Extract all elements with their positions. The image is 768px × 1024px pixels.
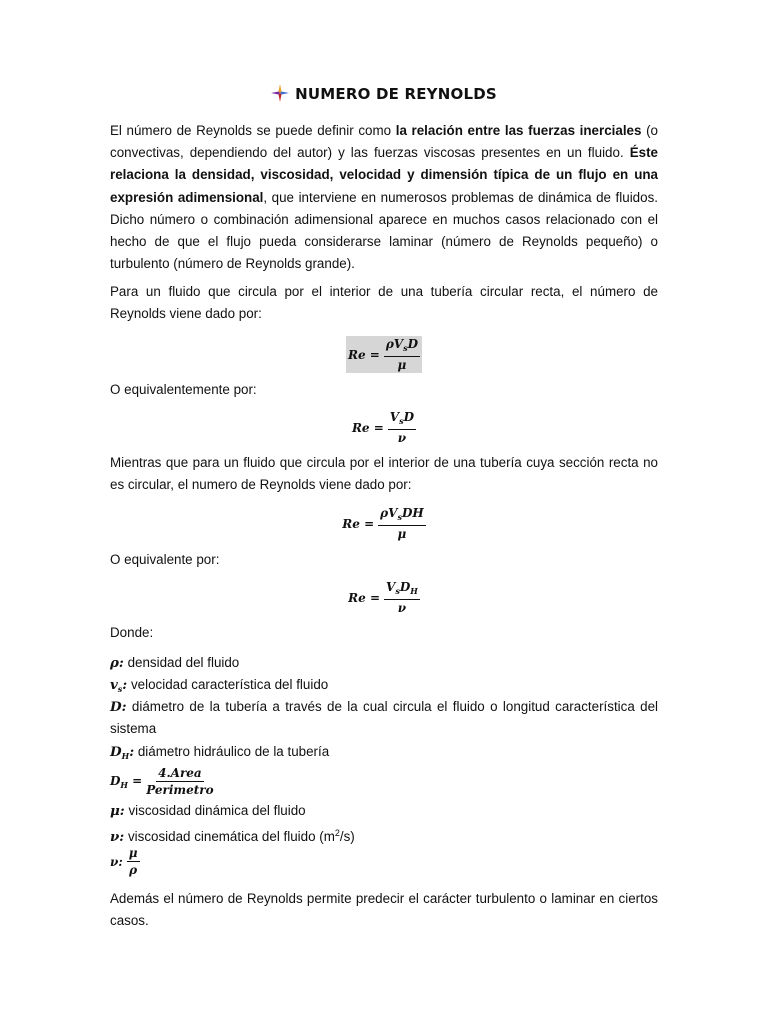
page-title <box>0 84 768 106</box>
definition-nu: ν: viscosidad cinemática del fluido $(m^2/s)$ <box>110 828 355 845</box>
circular-pipe-text: Para un fluido que circula por el interior de una tubería circular recta, el número de Reynolds viene dado por: <box>110 284 658 322</box>
formula-re-kinematic: Re = $\frac{V_sD}{\nu}$ <box>351 410 415 445</box>
definition-mu: μ: viscosidad dinámica del fluido <box>110 803 306 819</box>
noncircular-pipe-text: Mientras que para un fluido que circula por el interior de una tubería cuya sección recta no es circular, el numero de Reynolds viene dado por: <box>110 455 658 493</box>
formula-re-noncircular: Re = $\frac{\rho V_sDH}{\mu}$ <box>342 506 424 541</box>
compass-star-icon <box>271 84 289 106</box>
formula-hydraulic-diameter: $D_H$ = $\frac{\text{4.Area}}{\text{Perimetro}}$ <box>110 766 214 797</box>
equivalent-text-2: O equivalente por: <box>110 552 220 567</box>
title-text: NUMERO DE REYNOLDS <box>295 85 497 103</box>
formula-re-hydraulic: Re = $\frac{V_sD_H}{\nu}$ <box>348 580 418 615</box>
donde-label: Donde: <box>110 625 154 640</box>
formula-re-circular: Re = $\frac{\rho V_sD}{\mu}$ <box>0 336 768 373</box>
closing-paragraph: Además el número de Reynolds permite predecir el carácter turbulento o laminar en ciertos casos. <box>110 891 658 929</box>
definition-dh: $D_H$: diámetro hidráulico de la tubería <box>110 744 330 761</box>
equivalent-text-1: O equivalentemente por: <box>110 382 257 397</box>
intro-paragraph: El número de Reynolds se puede definir como la relación entre las fuerzas inerciales (o convectivas, dependiendo del autor) y las fuerzas viscosas presentes en un fluido. Éste relaciona la densidad, viscosidad, velocidad y dimensión típica de un flujo en una expresión adimensional, que interviene en numerosos problemas de dinámica de fluidos. Dicho número o combinación adimensional aparece en muchos casos relacionado con el hecho de que el flujo pueda considerarse laminar (número de Reynolds pequeño) o turbulento (número de Reynolds grande). <box>110 123 658 272</box>
formula-nu-ratio: ν: $\frac{\mu}{\rho}$ <box>110 846 138 877</box>
definition-rho: ρ: densidad del fluido <box>110 655 240 671</box>
intro-bold-2: Éste relaciona la densidad, viscosidad, velocidad y dimensión típica de un flujo en una expresión adimensional <box>110 145 658 205</box>
definition-vs: $v_s$: velocidad característica del fluido <box>110 677 329 694</box>
definition-d: D: diámetro de la tubería a través de la cual circula el fluido o longitud característica del sistema <box>110 699 658 737</box>
intro-bold-1: la relación entre las fuerzas inerciales <box>395 123 642 138</box>
